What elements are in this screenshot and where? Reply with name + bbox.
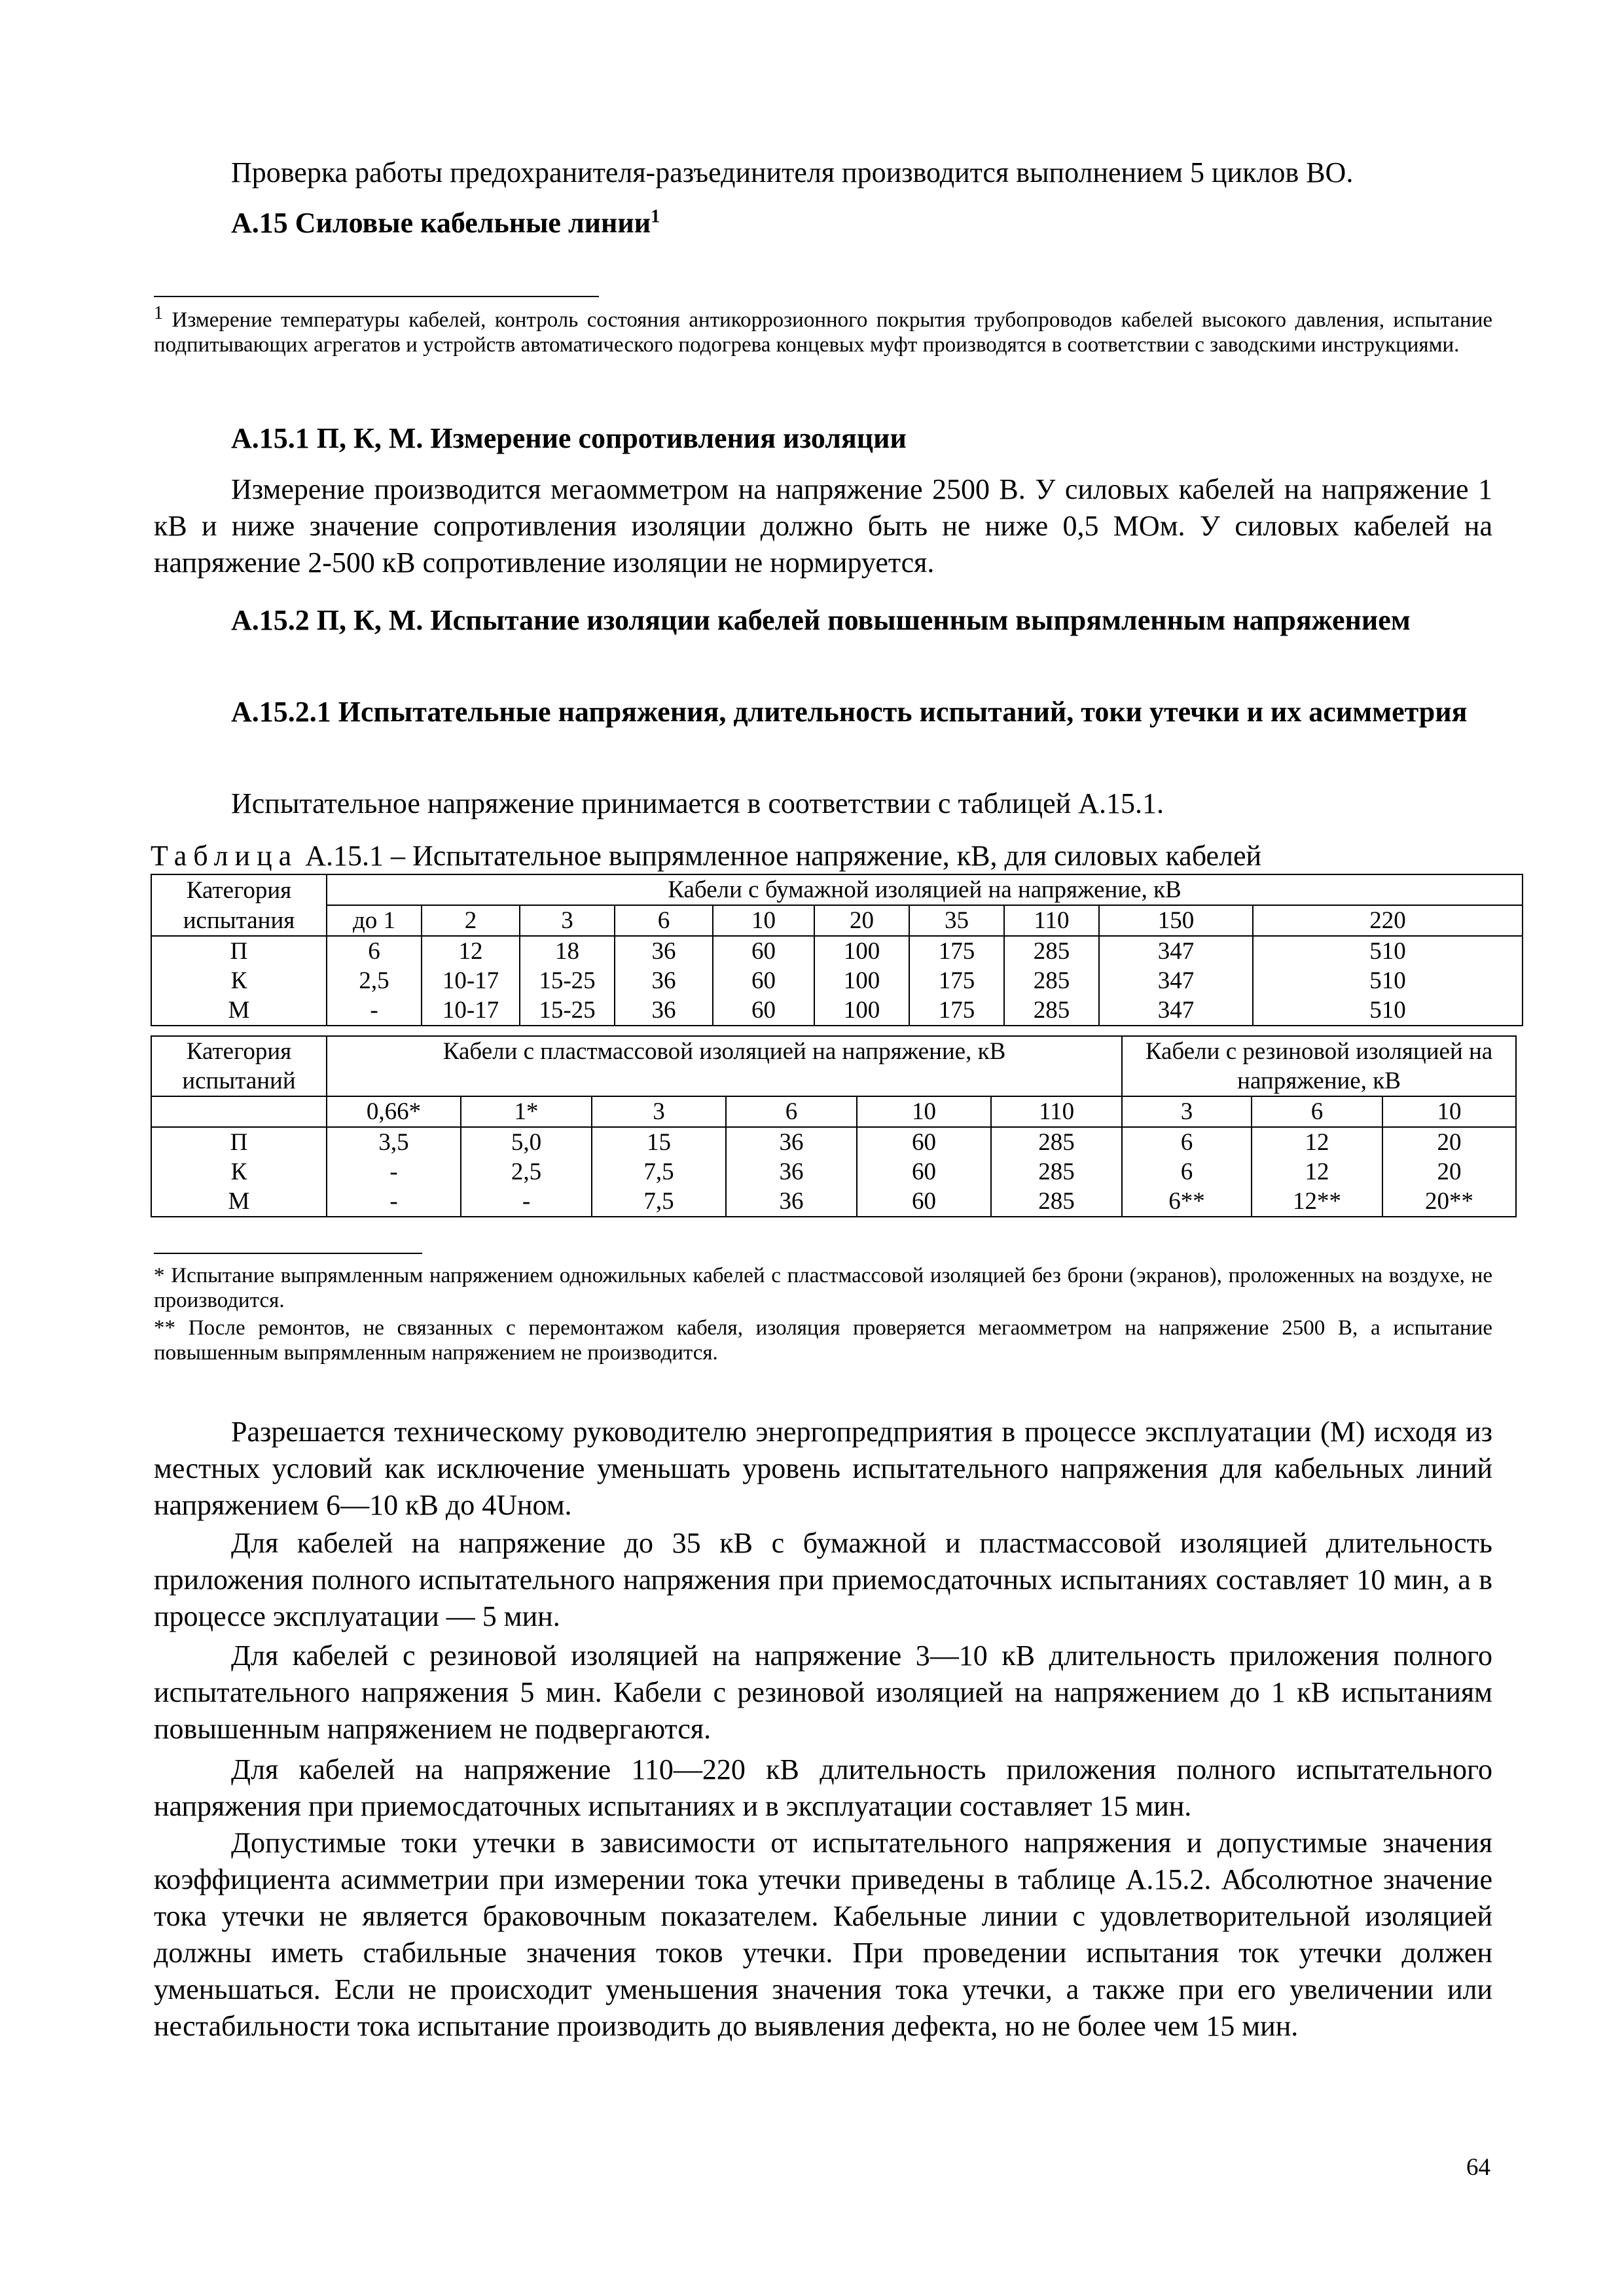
voltage-header: 3	[1122, 1096, 1252, 1127]
voltage-header: 110	[1004, 905, 1099, 936]
voltage-header: до 1	[327, 905, 422, 936]
voltage-header: 35	[909, 905, 1004, 936]
table-caption: Таблица А.15.1 – Испытательное выпрямленное напряжение, кВ, для силовых кабелей	[151, 840, 1262, 872]
voltage-header: 0,66*	[327, 1096, 461, 1127]
value-cell: 12 12 12**	[1252, 1127, 1382, 1217]
value-cell: 5,0 2,5 -	[461, 1127, 592, 1217]
voltage-header: 6	[615, 905, 713, 936]
voltage-header: 110	[991, 1096, 1122, 1127]
value-cell: 347 347 347	[1099, 936, 1253, 1026]
table-note-2: ** После ремонтов, не связанных с перемонтажом кабеля, изоляция проверяется мегаомметром на напряжение 2500 В, а испытание повышенным выпрямленным напряжением не производится.	[154, 1316, 1492, 1365]
value-cell: 15 7,5 7,5	[592, 1127, 726, 1217]
category-cell: П К М	[151, 936, 327, 1026]
value-cell: 6 6 6**	[1122, 1127, 1252, 1217]
section-a151-title: А.15.1 П, К, М. Измерение сопротивления изоляции	[231, 422, 907, 454]
value-cell: 285 285 285	[991, 1127, 1122, 1217]
voltage-header: 10	[857, 1096, 991, 1127]
value-cell: 12 10-17 10-17	[422, 936, 520, 1026]
section-a152-title: А.15.2 П, К, М. Испытание изоляции кабелей повышенным выпрямленным напряжением	[231, 604, 1411, 636]
table-plastic-rubber-insulation	[151, 1035, 1517, 1217]
section-a151-text: Измерение производится мегаомметром на напряжение 2500 В. У силовых кабелей на напряжение 1 кВ и ниже значение сопротивления изоляции должно быть не ниже 0,5 МОм. У силовых кабелей на напряжение 2-500 кВ сопротивление изоляции не нормируется.	[154, 473, 1492, 579]
voltage-header: 220	[1253, 905, 1523, 936]
header-plastic-group: Кабели с пластмассовой изоляцией на напряжение, кВ	[327, 1036, 1122, 1096]
voltage-header: 150	[1099, 905, 1253, 936]
footnote-rule	[154, 296, 599, 297]
voltage-header: 2	[422, 905, 520, 936]
section-a1521-title: А.15.2.1 Испытательные напряжения, длительность испытаний, токи утечки и их асимметрия	[231, 696, 1468, 728]
value-cell: 36 36 36	[726, 1127, 857, 1217]
value-cell: 100 100 100	[814, 936, 909, 1026]
voltage-header: 20	[814, 905, 909, 936]
voltage-header: 6	[1252, 1096, 1382, 1127]
page-number: 64	[1466, 2154, 1490, 2181]
voltage-header: 6	[726, 1096, 857, 1127]
header-paper-group: Кабели с бумажной изоляцией на напряжение, кВ	[327, 874, 1523, 905]
table-values-row	[151, 1127, 1516, 1217]
value-cell: 3,5 - -	[327, 1127, 461, 1217]
value-cell: 20 20 20**	[1382, 1127, 1516, 1217]
value-cell: 175 175 175	[909, 936, 1004, 1026]
section-a15-title: А.15 Силовые кабельные линии$^1$	[231, 206, 660, 239]
voltage-header: 10	[1382, 1096, 1516, 1127]
header-category: испытания	[151, 905, 327, 936]
table-values-row	[151, 936, 1523, 1026]
intro-line: Проверка работы предохранителя-разъединителя производится выполнением 5 циклов ВО.	[231, 156, 1354, 188]
paragraph: Для кабелей с резиновой изоляцией на напряжение 3—10 кВ длительность приложения полного испытательного напряжения 5 мин. Кабели с резиновой изоляцией на напряжением до 1 кВ испытаниям повышенным напряжением не подвергаются.	[154, 1640, 1492, 1745]
value-cell: 60 60 60	[713, 936, 814, 1026]
value-cell: 285 285 285	[1004, 936, 1099, 1026]
paragraph: Разрешается техническому руководителю энергопредприятия в процессе эксплуатации (М) исходя из местных условий как исключение уменьшать уровень испытательного напряжения для кабельных линий напряжением 6—10 кВ до 4Uном.	[154, 1416, 1492, 1521]
voltage-header: 10	[713, 905, 814, 936]
value-cell: 60 60 60	[857, 1127, 991, 1217]
table-paper-insulation	[151, 874, 1523, 1026]
table-note-1: * Испытание выпрямленным напряжением одножильных кабелей с пластмассовой изоляцией без брони (экранов), проложенных на воздухе, не производится.	[154, 1264, 1492, 1312]
voltage-header: 1*	[461, 1096, 592, 1127]
footnote-1: $^1$ Измерение температуры кабелей, контроль состояния антикоррозионного покрытия трубопроводов кабелей высокого давления, испытание подпитывающих агрегатов и устройств автоматического подогрева концевых муфт производятся в соответствии с заводскими инструкциями.	[154, 303, 1492, 357]
paragraph: Допустимые токи утечки в зависимости от испытательного напряжения и допустимые значения коэффициента асимметрии при измерении тока утечки приведены в таблице А.15.2. Абсолютное значение тока утечки не является браковочным показателем. Кабельные линии с удовлетворительной изоляцией должны иметь стабильные значения токов утечки. При проведении испытания ток утечки должен уменьшаться. Если не происходит уменьшения значения тока утечки, а также при его увеличении или нестабильности тока испытание производить до выявления дефекта, но не более чем 15 мин.	[154, 1827, 1492, 2042]
footnote-reference: 1	[651, 206, 660, 227]
value-cell: 36 36 36	[615, 936, 713, 1026]
voltage-header: 3	[520, 905, 615, 936]
table-notes-rule	[154, 1253, 422, 1254]
header-category: Категория	[151, 874, 327, 905]
paragraph: Для кабелей на напряжение 110—220 кВ длительность приложения полного испытательного напряжения при приемосдаточных испытаниях и в эксплуатации составляет 15 мин.	[154, 1753, 1492, 1822]
value-cell: 6 2,5 -	[327, 936, 422, 1026]
voltage-header: 3	[592, 1096, 726, 1127]
category-spacer	[151, 1096, 327, 1127]
value-cell: 510 510 510	[1253, 936, 1523, 1026]
category-cell: П К М	[151, 1127, 327, 1217]
paragraph: Для кабелей на напряжение до 35 кВ с бумажной и пластмассовой изоляцией длительность приложения полного испытательного напряжения при приемосдаточных испытаниях составляет 10 мин, а в процессе эксплуатации — 5 мин.	[154, 1527, 1492, 1632]
header-rubber-group: Кабели с резиновой изоляцией на напряжение, кВ	[1122, 1036, 1516, 1096]
section-a1521-text: Испытательное напряжение принимается в соответствии с таблицей А.15.1.	[231, 787, 1164, 819]
header-category: Категория испытаний	[151, 1036, 327, 1096]
value-cell: 18 15-25 15-25	[520, 936, 615, 1026]
